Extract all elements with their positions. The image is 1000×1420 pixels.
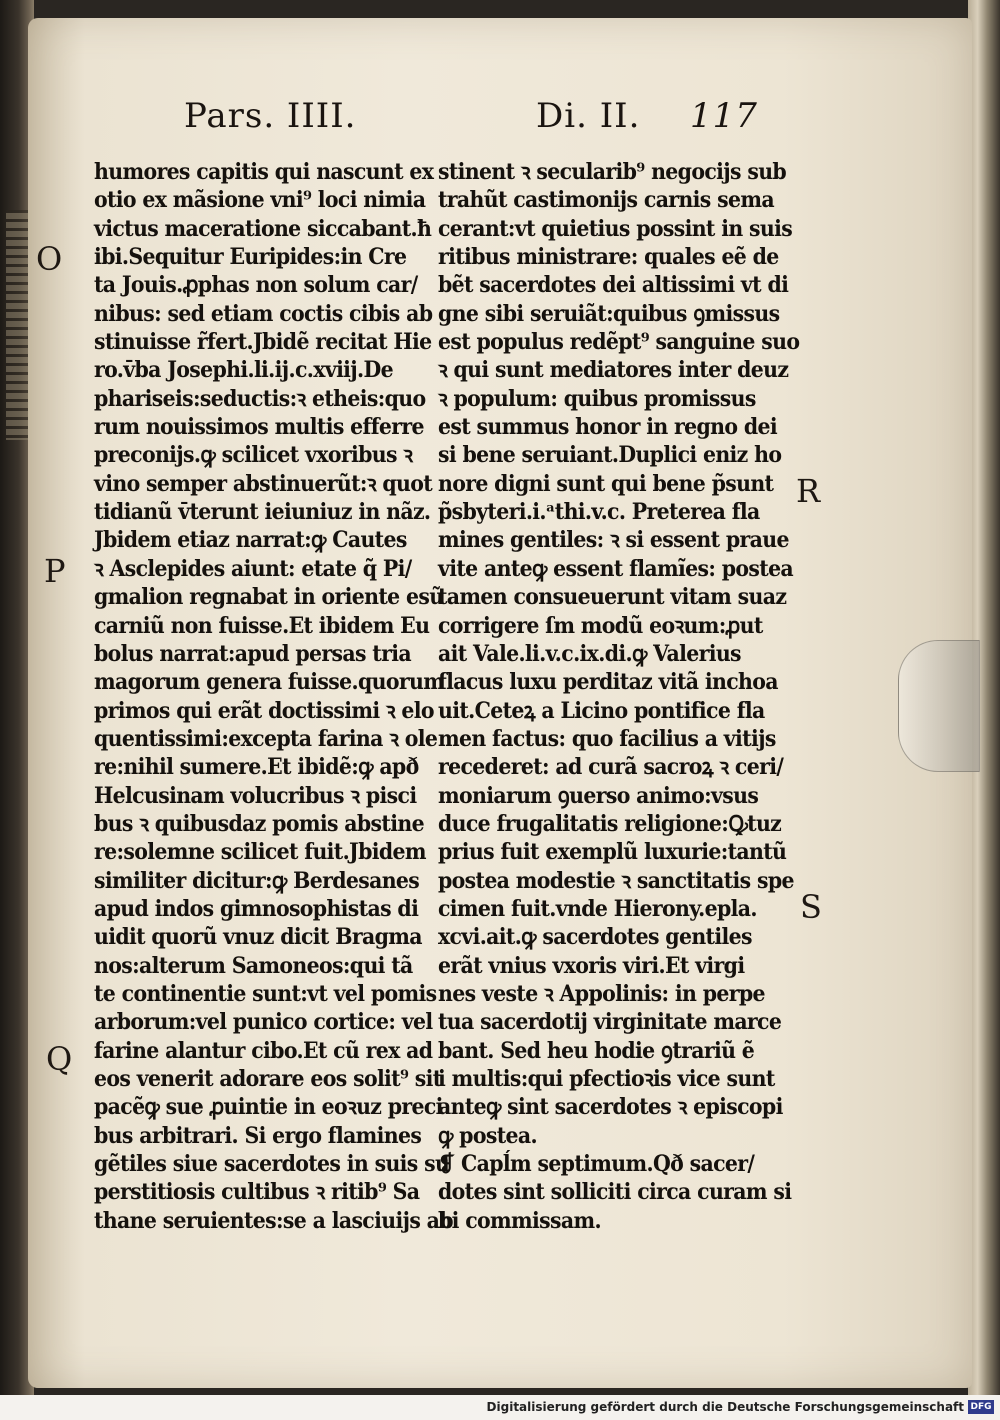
text-line: i multis:qui pfectioꝛis vice sunt: [438, 1066, 775, 1092]
text-line: nibus: sed etiam coctis cibis ab: [94, 300, 433, 327]
running-head-part: Pars. IIII.: [184, 96, 357, 136]
text-line: tamen consueuerunt vitam suaz: [438, 584, 787, 611]
text-line: Jbidem etiaz narrat:ꝙ Cautes: [94, 527, 407, 554]
text-line: bi commissam.: [438, 1207, 601, 1234]
text-line: tidianũ v̄terunt ieiuniuz in nãz.: [94, 499, 431, 526]
text-line: eos venerit adorare eos solit⁹ sit: [94, 1066, 442, 1092]
text-line: ait Vale.li.v.c.ix.di.ꝙ Valerius: [438, 640, 741, 667]
text-line: apud indos gimnosophistas di: [94, 895, 419, 922]
margin-marker-o: O: [36, 240, 63, 278]
text-line: tua sacerdotij virginitate marce: [438, 1009, 782, 1036]
text-line: vite anteꝙ essent flamĩes: postea: [438, 555, 794, 582]
text-line: si bene seruiant.Duplici eniz ho: [438, 442, 782, 469]
text-line: bus ꝛ quibusdaz pomis abstine: [94, 810, 424, 837]
text-line: men factus: quo facilius a vitijs: [438, 725, 776, 752]
text-line: nore digni sunt qui bene p̃sunt: [438, 470, 774, 497]
book-clip: [898, 640, 980, 772]
text-line: mines gentiles: ꝛ si essent praue: [438, 527, 789, 554]
text-line: stinuisse r̃fert.Jbidẽ recitat Hie: [94, 329, 432, 356]
text-line: ꝛ populum: quibus promissus: [438, 385, 756, 412]
text-line: similiter dicitur:ꝙ Berdesanes: [94, 867, 420, 894]
margin-marker-r: R: [796, 472, 821, 510]
text-line: moniarum ꝯuerso animo:vsus: [438, 782, 759, 809]
text-line: humores capitis qui nascunt ex: [94, 159, 434, 185]
text-line: Helcusinam volucribus ꝛ pisci: [94, 782, 417, 809]
text-line: bolus narrat:apud persas tria: [94, 640, 411, 667]
text-line: nos:alterum Samoneos:qui tã: [94, 952, 413, 979]
text-line: ta Jouis.ꝓphas non solum car/: [94, 272, 418, 299]
text-line: pacẽꝙ sue ꝓuintie in eoꝛuz preci: [94, 1094, 443, 1121]
text-line: ꝙ postea.: [438, 1122, 537, 1149]
adjacent-page-text: [6, 210, 30, 440]
dfg-logo: DFG: [968, 1400, 994, 1414]
text-line: ꝛ qui sunt mediatores inter deuz: [438, 357, 789, 384]
text-line: re:nihil sumere.Et ibidẽ:ꝙ apð: [94, 754, 419, 781]
text-line: ibi.Sequitur Euripides:in Cre: [94, 244, 407, 271]
text-line: recederet: ad curã sacroꝝ ꝛ ceri/: [438, 754, 784, 781]
text-line: victus maceratione siccabant.ħ: [94, 215, 432, 242]
text-line: corrigere ſm modũ eoꝛum:ꝓut: [438, 612, 763, 639]
text-line: anteꝙ sint sacerdotes ꝛ episcopi: [438, 1094, 783, 1121]
text-line: est populus redẽpt⁹ sanguine suo: [438, 329, 800, 356]
text-line: re:solemne scilicet fuit.Jbidem: [94, 839, 426, 866]
text-line: est summus honor in regno dei: [438, 414, 778, 441]
text-line: ro.v̄ba Josephi.li.ij.c.xviij.De: [94, 357, 393, 384]
text-line: primos qui erãt doctissimi ꝛ elo: [94, 697, 434, 724]
text-line: preconijs.ꝙ scilicet vxoribus ꝛ: [94, 442, 413, 469]
margin-marker-s: S: [800, 888, 822, 926]
text-line: dotes sint solliciti circa curam si: [438, 1179, 792, 1206]
text-line: rum nouissimos multis efferre: [94, 414, 424, 441]
left-text-column: [94, 158, 453, 1235]
text-line: bant. Sed heu hodie ꝯtrariũ ẽ: [438, 1037, 755, 1064]
text-line: cimen fuit.vnde Hierony.epla.: [438, 895, 757, 922]
text-line: duce frugalitatis religione:Ꝙtuz: [438, 810, 782, 837]
text-line: bẽt sacerdotes dei altissimi vt di: [438, 272, 789, 299]
running-head-distinction: Di. II.: [536, 96, 641, 136]
text-line: xcvi.ait.ꝙ sacerdotes gentiles: [438, 924, 752, 951]
text-line: flacus luxu perditaz vitã inchoa: [438, 669, 778, 696]
text-line: gmalion regnabat in oriente esũ: [94, 584, 444, 611]
text-line: postea modestie ꝛ sanctitatis spe: [438, 867, 794, 894]
text-line: vino semper abstinuerũt:ꝛ quot: [94, 470, 433, 497]
text-line: nes veste ꝛ Appolinis: in perpe: [438, 980, 765, 1007]
digitization-footer: [0, 1395, 1000, 1420]
margin-marker-q: Q: [46, 1040, 73, 1078]
text-line: perstitiosis cultibus ꝛ ritib⁹ Sa: [94, 1179, 420, 1206]
text-line: p̃sbyteri.i.ᵃthi.v.c. Preterea fla: [438, 499, 760, 526]
text-line: erãt vnius vxoris viri.Et virgi: [438, 952, 745, 979]
text-line: arborum:vel punico cortice: vel: [94, 1009, 433, 1036]
text-line: te continentie sunt:vt vel pomis: [94, 980, 437, 1007]
footer-credit: Digitalisierung gefördert durch die Deutsche Forschungsgemeinschaft: [486, 1400, 964, 1414]
text-line: ritibus ministrare: quales eẽ de: [438, 244, 779, 271]
text-line: uit.Ceteꝝ a Licino pontifice fla: [438, 697, 765, 724]
text-line: uidit quorũ vnuz dicit Bragma: [94, 924, 422, 951]
text-line: quentissimi:excepta farina ꝛ ole: [94, 725, 438, 752]
text-line: cerant:vt quietius possint in suis: [438, 215, 793, 242]
text-line: magorum genera fuisse.quorum: [94, 669, 445, 696]
text-line: ❡ Capĺm septimum.Qð sacer/: [438, 1151, 755, 1178]
text-line: otio ex mãsione vni⁹ loci nimia: [94, 187, 426, 214]
right-text-column: [438, 158, 800, 1235]
folio-number: 117: [690, 96, 758, 136]
text-line: gẽtiles siue sacerdotes in suis su: [94, 1151, 450, 1178]
text-line: prius fuit exemplũ luxurie:tantũ: [438, 839, 787, 866]
text-line: bus arbitrari. Si ergo flamines: [94, 1122, 422, 1149]
text-line: carniũ non fuisse.Et ibidem Eu: [94, 612, 430, 639]
text-line: gne sibi seruiãt:quibus ꝯmissus: [438, 300, 780, 327]
text-line: ꝛ Asclepides aiunt: etate q̃ Pi/: [94, 555, 412, 582]
margin-marker-p: P: [44, 552, 66, 590]
text-line: trahũt castimonijs carnis sema: [438, 187, 774, 214]
text-line: farine alantur cibo.Et cũ rex ad: [94, 1037, 433, 1064]
text-line: thane seruientes:se a lasciuijs ab: [94, 1207, 453, 1234]
text-line: stinent ꝛ secularib⁹ negocijs sub: [438, 159, 787, 185]
text-line: phariseis:seductis:ꝛ etheis:quo: [94, 385, 426, 412]
